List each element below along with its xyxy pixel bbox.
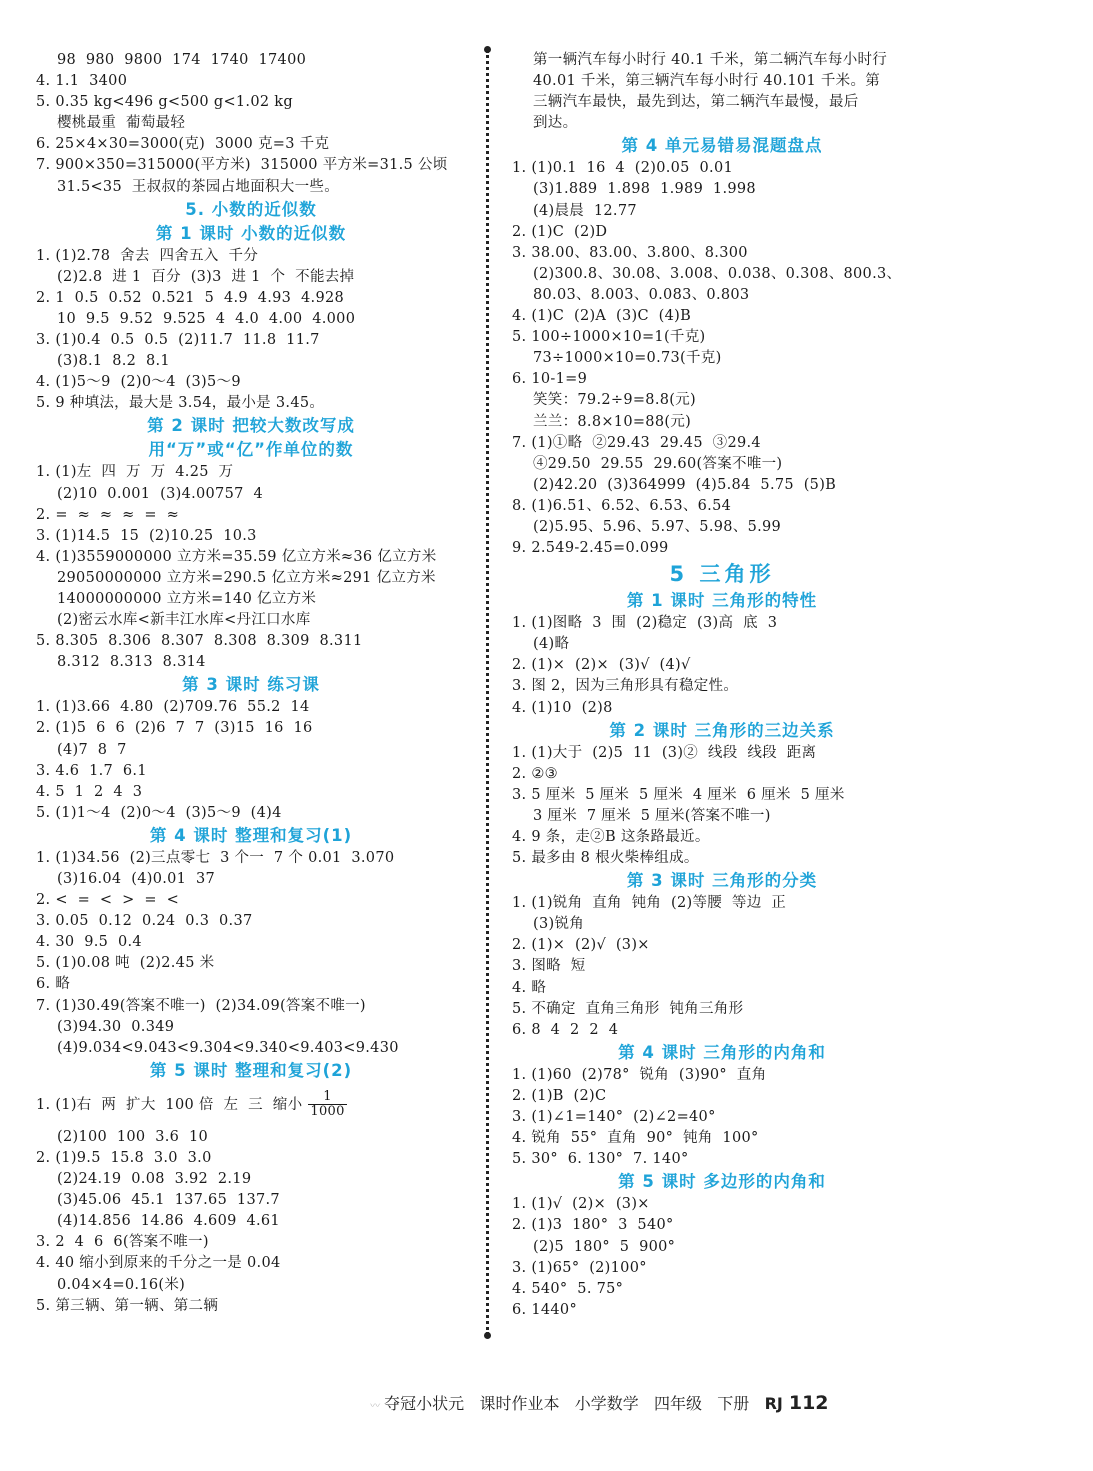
answer-continuation: (2)2.8 进 1 百分 (3)3 进 1 个 不能去掉	[57, 268, 355, 285]
answer-line: 5. 最多由 8 根火柴棒组成。	[512, 850, 699, 867]
answer-line: 3. 0.05 0.12 0.24 0.3 0.37	[36, 913, 253, 930]
footer-grade: 四年级	[654, 1394, 703, 1413]
answer-line: 7. (1)①略 ②29.43 29.45 ③29.4	[512, 434, 761, 451]
answer-line: 7. 900×350=315000(平方米) 315000 平方米=31.5 公顷	[36, 157, 448, 174]
answer-line: 5. 不确定 直角三角形 钝角三角形	[512, 1000, 744, 1017]
answer-line: 1. (1)锐角 直角 钝角 (2)等腰 等边 正	[512, 895, 787, 912]
answer-line: 4. 540° 5. 75°	[512, 1280, 624, 1297]
fraction	[308, 1090, 346, 1119]
answer-line: 5. 9 种填法，最大是 3.54，最小是 3.45。	[36, 395, 325, 412]
left-column	[36, 50, 466, 1317]
right-column	[512, 50, 932, 1321]
answer-continuation: ④29.50 29.55 29.60(答案不唯一)	[533, 455, 783, 472]
answer-continuation: 樱桃最重 葡萄最轻	[57, 115, 186, 132]
answer-line: 2. (1)9.5 15.8 3.0 3.0	[36, 1149, 212, 1166]
answer-continuation: 31.5<35 王叔叔的茶园占地面积大一些。	[57, 178, 340, 195]
answer-continuation: (2)300.8、30.08、3.008、0.038、0.308、800.3、	[533, 265, 902, 282]
answer-continuation: (2)24.19 0.08 3.92 2.19	[57, 1171, 252, 1188]
answer-line: 4. (1)5～9 (2)0～4 (3)5～9	[36, 374, 241, 391]
answer-line: 4. 5 1 2 4 3	[36, 783, 143, 800]
fraction-numerator: 1	[308, 1090, 346, 1105]
section-heading: 第 1 课时 三角形的特性	[626, 591, 818, 611]
answer-line: 6. 8 4 2 2 4	[512, 1021, 619, 1038]
answer-continuation: 3 厘米 7 厘米 5 厘米(答案不唯一)	[533, 807, 771, 824]
answer-continuation: (4)略	[533, 636, 570, 653]
answer-continuation: 73÷1000×10=0.73(千克)	[533, 350, 722, 367]
answer-continuation: (2)10 0.001 (3)4.00757 4	[57, 485, 263, 502]
page-number: 112	[788, 1392, 829, 1414]
footer-edition: RJ	[764, 1394, 783, 1413]
answer-continuation: (3)16.04 (4)0.01 37	[57, 871, 216, 887]
section-heading: 第 3 课时 三角形的分类	[626, 871, 818, 891]
answer-line: 5. 0.35 kg<496 g<500 g<1.02 kg	[36, 94, 293, 111]
answer-line: 1. (1)√ (2)× (3)×	[512, 1196, 650, 1213]
brand-mark-icon: 〰	[370, 1401, 381, 1412]
answer-line: 1. (1)大于 (2)5 11 (3)② 线段 线段 距离	[512, 744, 817, 761]
answer-line: 1. (1)左 四 万 万 4.25 万	[36, 464, 234, 481]
answer-line: 4. 9 条，走②B 这条路最近。	[512, 829, 710, 845]
answer-line: 4. 30 9.5 0.4	[36, 934, 142, 951]
answer-line: 2. (1)C (2)D	[512, 223, 608, 240]
answer-line: 4. (1)10 (2)8	[512, 699, 613, 716]
answer-continuation: (4)9.034<9.043<9.304<9.340<9.403<9.430	[57, 1039, 399, 1056]
section-heading: 第 2 课时 三角形的三边关系	[609, 720, 835, 740]
answer-line	[36, 1083, 466, 1127]
answer-line: 3. (1)65° (2)100°	[512, 1259, 647, 1276]
answer-line: 3. (1)14.5 15 (2)10.25 10.3	[36, 527, 257, 544]
section-heading: 第 5 课时 整理和复习(2)	[149, 1060, 353, 1080]
answer-continuation: 80.03、8.003、0.083、0.803	[533, 286, 750, 303]
answer-continuation: 10 9.5 9.52 9.525 4 4.0 4.00 4.000	[57, 310, 356, 327]
answer-continuation: (3)45.06 45.1 137.65 137.7	[57, 1192, 280, 1209]
footer-book: 课时作业本	[479, 1394, 560, 1413]
answer-continuation: (3)1.889 1.898 1.989 1.998	[533, 181, 756, 198]
answer-line: 4. (1)C (2)A (3)C (4)B	[512, 308, 692, 325]
answer-continuation: (4)14.856 14.86 4.609 4.61	[57, 1213, 280, 1230]
answer-line: 5. 第三辆、第一辆、第二辆	[36, 1297, 219, 1314]
answer-line: 4. 锐角 55° 直角 90° 钝角 100°	[512, 1130, 759, 1147]
answer-line: 2. (1)5 6 6 (2)6 7 7 (3)15 16 16	[36, 720, 313, 737]
answer-line: 5. (1)1～4 (2)0～4 (3)5～9 (4)4	[36, 804, 282, 821]
answer-continuation: 兰兰：8.8×10=88(元)	[533, 413, 692, 430]
answer-continuation: (3)锐角	[533, 916, 585, 933]
column-divider	[486, 50, 489, 1335]
answer-line: 2. (1)B (2)C	[512, 1087, 607, 1104]
answer-continuation: 29050000000 立方米=290.5 亿立方米≈291 亿立方米	[57, 569, 436, 586]
answer-line: 3. 图略 短	[512, 958, 586, 975]
footer-brand: 夺冠小状元	[384, 1394, 465, 1413]
answer-continuation: (3)8.1 8.2 8.1	[57, 353, 170, 370]
answer-continuation: 到达。	[533, 115, 578, 132]
answer-line: 8. (1)6.51、6.52、6.53、6.54	[512, 497, 732, 514]
answer-continuation: 40.01 千米，第三辆汽车每小时行 40.101 千米。第	[533, 73, 881, 90]
answer-continuation: (2)密云水库<新丰江水库<丹江口水库	[57, 612, 311, 629]
section-heading: 第 4 单元易错易混题盘点	[621, 136, 823, 156]
fraction-denominator: 1000	[310, 1104, 345, 1120]
answer-line: 2. (1)3 180° 3 540°	[512, 1217, 674, 1234]
answer-line: 6. 10-1=9	[512, 371, 588, 388]
answer-line: 4. 略	[512, 979, 547, 996]
answer-text: 1. (1)右 两 扩大 100 倍 左 三 缩小	[36, 1096, 303, 1113]
answer-line: 2. ②③	[512, 765, 558, 782]
answer-line: 6. 1440°	[512, 1301, 577, 1318]
section-heading: 第 1 课时 小数的近似数	[155, 223, 347, 243]
answer-line: 1. (1)3.66 4.80 (2)709.76 55.2 14	[36, 699, 310, 716]
answer-line: 5. 100÷1000×10=1(千克)	[512, 329, 706, 346]
answer-line: 1. (1)60 (2)78° 锐角 (3)90° 直角	[512, 1066, 767, 1083]
answer-continuation: 8.312 8.313 8.314	[57, 654, 206, 671]
section-heading: 第 4 课时 三角形的内角和	[618, 1042, 826, 1062]
answer-line: 5. 8.305 8.306 8.307 8.308 8.309 8.311	[36, 633, 363, 650]
answer-continuation: (4)晨晨 12.77	[533, 202, 637, 219]
answer-continuation: 笑笑：79.2÷9=8.8(元)	[533, 392, 696, 409]
answer-line: 6. 25×4×30=3000(克) 3000 克=3 千克	[36, 136, 330, 153]
answer-line: 7. (1)30.49(答案不唯一) (2)34.09(答案不唯一)	[36, 997, 366, 1014]
answer-continuation: (4)7 8 7	[57, 741, 127, 758]
answer-line: 1. (1)图略 3 围 (2)稳定 (3)高 底 3	[512, 615, 778, 632]
answer-continuation: (2)42.20 (3)364999 (4)5.84 5.75 (5)B	[533, 476, 837, 493]
answer-line: 3. 38.00、83.00、3.800、8.300	[512, 244, 748, 261]
answer-continuation: 三辆汽车最快，最先到达，第二辆汽车最慢，最后	[533, 94, 859, 111]
section-heading: 5. 小数的近似数	[185, 199, 317, 219]
section-heading: 第 3 课时 练习课	[182, 675, 320, 695]
answer-line: 2. = ≈ ≈ ≈ = ≈	[36, 506, 180, 523]
answer-line: 4. 40 缩小到原来的千分之一是 0.04	[36, 1255, 281, 1272]
answer-line: 2. (1)× (2)√ (3)×	[512, 937, 650, 954]
answer-line: 6. 略	[36, 976, 71, 993]
answer-line: 3. (1)∠1=140° (2)∠2=40°	[512, 1109, 716, 1126]
section-heading: 第 4 课时 整理和复习(1)	[149, 825, 353, 845]
footer-term: 下册	[717, 1394, 750, 1413]
section-heading: 第 2 课时 把较大数改写成	[147, 416, 355, 436]
section-heading: 第 5 课时 多边形的内角和	[618, 1172, 826, 1192]
answer-line: 5. 30° 6. 130° 7. 140°	[512, 1151, 689, 1168]
answer-line: 3. (1)0.4 0.5 0.5 (2)11.7 11.8 11.7	[36, 332, 320, 349]
answer-line: 3. 5 厘米 5 厘米 5 厘米 4 厘米 6 厘米 5 厘米	[512, 786, 845, 803]
answer-line: 1. (1)34.56 (2)三点零七 3 个一 7 个 0.01 3.070	[36, 849, 395, 866]
answer-line: 2. (1)× (2)× (3)√ (4)√	[512, 657, 691, 674]
answer-line: 2. 1 0.5 0.52 0.521 5 4.9 4.93 4.928	[36, 289, 345, 306]
answer-continuation: (2)5 180° 5 900°	[533, 1238, 676, 1255]
footer-subject: 小学数学	[574, 1394, 639, 1413]
answer-line: 1. (1)2.78 舍去 四舍五入 千分	[36, 247, 259, 264]
section-heading: 用“万”或“亿”作单位的数	[148, 440, 354, 460]
answer-continuation: 0.04×4=0.16(米)	[57, 1276, 186, 1293]
answer-continuation: (2)100 100 3.6 10	[57, 1128, 209, 1145]
answer-line: 5. (1)0.08 吨 (2)2.45 米	[36, 955, 215, 972]
answer-line: 9. 2.549-2.45=0.099	[512, 540, 669, 557]
answer-line: 4. (1)3559000000 立方米=35.59 亿立方米≈36 亿立方米	[36, 548, 437, 565]
answer-line: 3. 4.6 1.7 6.1	[36, 762, 147, 779]
answer-continuation: (3)94.30 0.349	[57, 1018, 175, 1035]
section-heading: 5 三角形	[669, 562, 775, 587]
answer-continuation: 14000000000 立方米=140 亿立方米	[57, 590, 317, 607]
page-footer	[360, 1372, 1060, 1414]
answer-line: 3. 图 2，因为三角形具有稳定性。	[512, 678, 739, 695]
answer-continuation: (2)5.95、5.96、5.97、5.98、5.99	[533, 518, 782, 535]
answer-line: 1. (1)0.1 16 4 (2)0.05 0.01	[512, 160, 734, 177]
answer-line: 2. < = < > = <	[36, 892, 180, 909]
answer-line: 4. 1.1 3400	[36, 73, 128, 90]
answer-continuation: 98 980 9800 174 1740 17400	[57, 52, 307, 68]
answer-line: 3. 2 4 6 6(答案不唯一)	[36, 1234, 209, 1251]
answer-continuation: 第一辆汽车每小时行 40.1 千米，第二辆汽车每小时行	[533, 52, 888, 68]
